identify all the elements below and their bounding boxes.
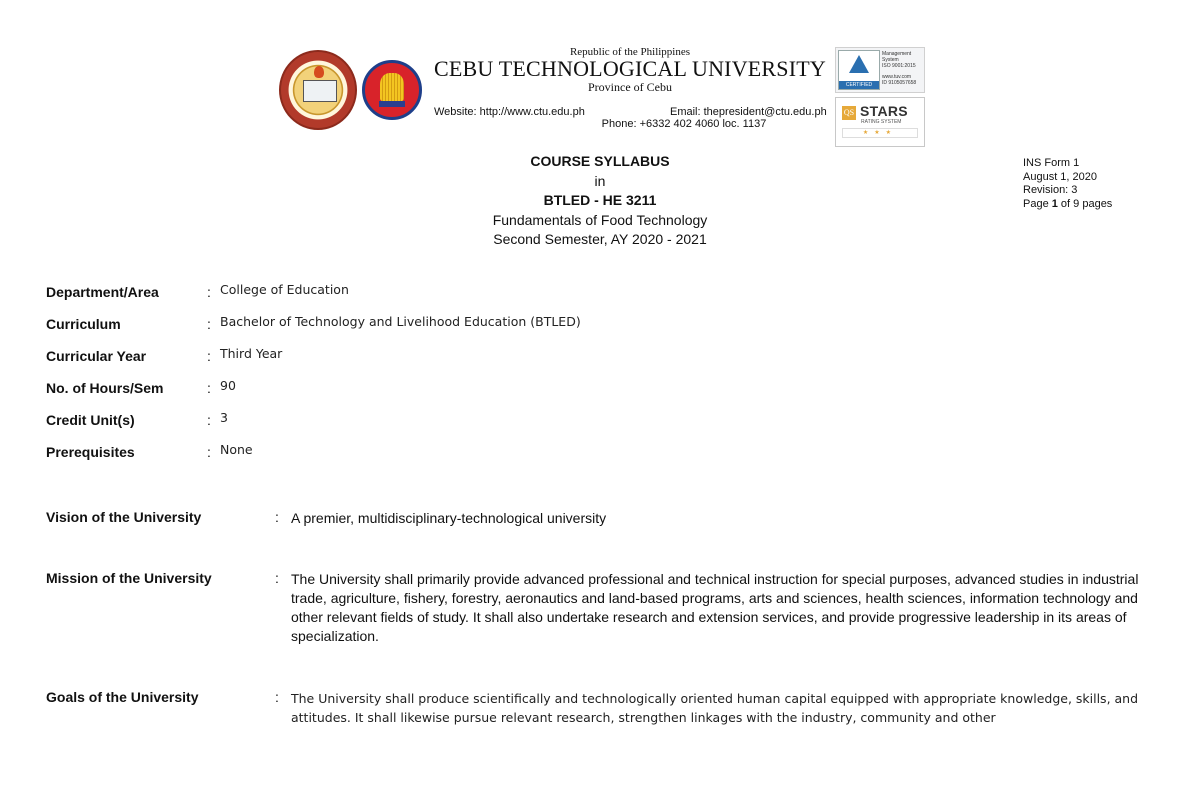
info-value: 3 [220, 410, 228, 425]
republic-text: Republic of the Philippines [569, 46, 691, 58]
colon: : [207, 444, 211, 460]
torch-flame-icon [314, 66, 324, 78]
info-value: College of Education [220, 282, 349, 297]
qs-rating-subtitle: RATING SYSTEM [861, 119, 902, 125]
vision-label: Vision of the University [46, 509, 202, 525]
colon: : [275, 570, 279, 586]
email-link[interactable]: Email: thepresident@ctu.edu.ph [670, 106, 827, 118]
tuv-details [882, 51, 916, 86]
emblem-band [379, 101, 405, 107]
syllabus-heading: COURSE SYLLABUS [530, 153, 670, 169]
page-number: 1 [1051, 197, 1058, 210]
semester: Second Semester, AY 2020 - 2021 [493, 231, 707, 247]
tuv-certified-label: CERTIFIED [839, 81, 879, 89]
tuv-triangle-icon [849, 55, 869, 73]
syllabus-title-block [400, 152, 800, 250]
university-name: CEBU TECHNOLOGICAL UNIVERSITY [433, 56, 826, 81]
qs-stars-badge [835, 97, 925, 147]
page-indicator [1023, 198, 1112, 212]
page-suffix: of 9 pages [1057, 197, 1113, 210]
colon: : [207, 316, 211, 332]
goals-label: Goals of the University [46, 689, 199, 705]
info-value: Third Year [220, 346, 283, 361]
tuv-text-line: ISO 9001:2015 [882, 63, 916, 69]
course-title: Fundamentals of Food Technology [492, 211, 708, 228]
star-rating-icon: ★★★ [842, 128, 918, 138]
info-label: Department/Area [46, 284, 159, 300]
colon: : [207, 380, 211, 396]
syllabus-in: in [594, 172, 606, 189]
colon: : [275, 689, 279, 705]
tuv-text-line: ID 9105057658 [882, 80, 917, 86]
tuv-logo-icon [838, 50, 880, 90]
form-revision: Revision: 3 [1023, 184, 1078, 196]
website-link[interactable]: Website: http://www.ctu.edu.ph [434, 106, 585, 118]
info-label: Credit Unit(s) [46, 412, 135, 428]
qs-stars-title: STARS [860, 103, 908, 119]
form-number: INS Form 1 [1023, 157, 1080, 169]
phone-text: Phone: +6332 402 4060 loc. 1137 [601, 118, 767, 130]
mission-text: The University shall primarily provide advanced professional and technical instruction for special purposes, advanced studies in industrial trade, agriculture, fishery, forestry, aeronautics and land-based programs, arts and sciences, health sciences, information technology and other relevant fields of study. It shall also undertake research and extension services, and provide progressive leadership in its areas of specialization. [291, 571, 1139, 644]
rice-sheaf-icon [380, 73, 404, 101]
info-label: No. of Hours/Sem [46, 380, 164, 396]
qs-logo-icon: QS [842, 106, 856, 120]
info-label: Curricular Year [46, 348, 147, 364]
colon: : [275, 509, 279, 525]
vision-text: A premier, multidisciplinary-technological university [291, 510, 607, 526]
colon: : [207, 348, 211, 364]
info-value: None [220, 442, 253, 457]
info-label: Prerequisites [46, 444, 135, 460]
info-label: Curriculum [46, 316, 121, 332]
province-text: Province of Cebu [588, 80, 672, 94]
book-icon [303, 80, 337, 102]
info-value: 90 [220, 378, 236, 393]
colon: : [207, 284, 211, 300]
info-value: Bachelor of Technology and Livelihood Education (BTLED) [220, 314, 581, 329]
mission-label: Mission of the University [46, 570, 212, 586]
page-prefix: Page [1023, 197, 1052, 210]
tuv-text-line: Management [882, 51, 912, 57]
tuv-text-line: www.tuv.com [882, 74, 912, 80]
tuv-text-line: System [882, 57, 899, 63]
asean-emblem-icon [362, 60, 422, 120]
course-code: BTLED - HE 3211 [543, 192, 657, 208]
form-info [1023, 157, 1112, 211]
ctu-seal-icon [279, 50, 357, 130]
form-date: August 1, 2020 [1023, 170, 1098, 183]
tuv-certification-badge [835, 47, 925, 93]
goals-text: The University shall produce scientifically and technologically oriented human capital equipped with appropriate knowledge, skills, and attitudes. It shall likewise pursue relevant research, strengthen linkages with the industry, community and other [291, 691, 1139, 725]
colon: : [207, 412, 211, 428]
